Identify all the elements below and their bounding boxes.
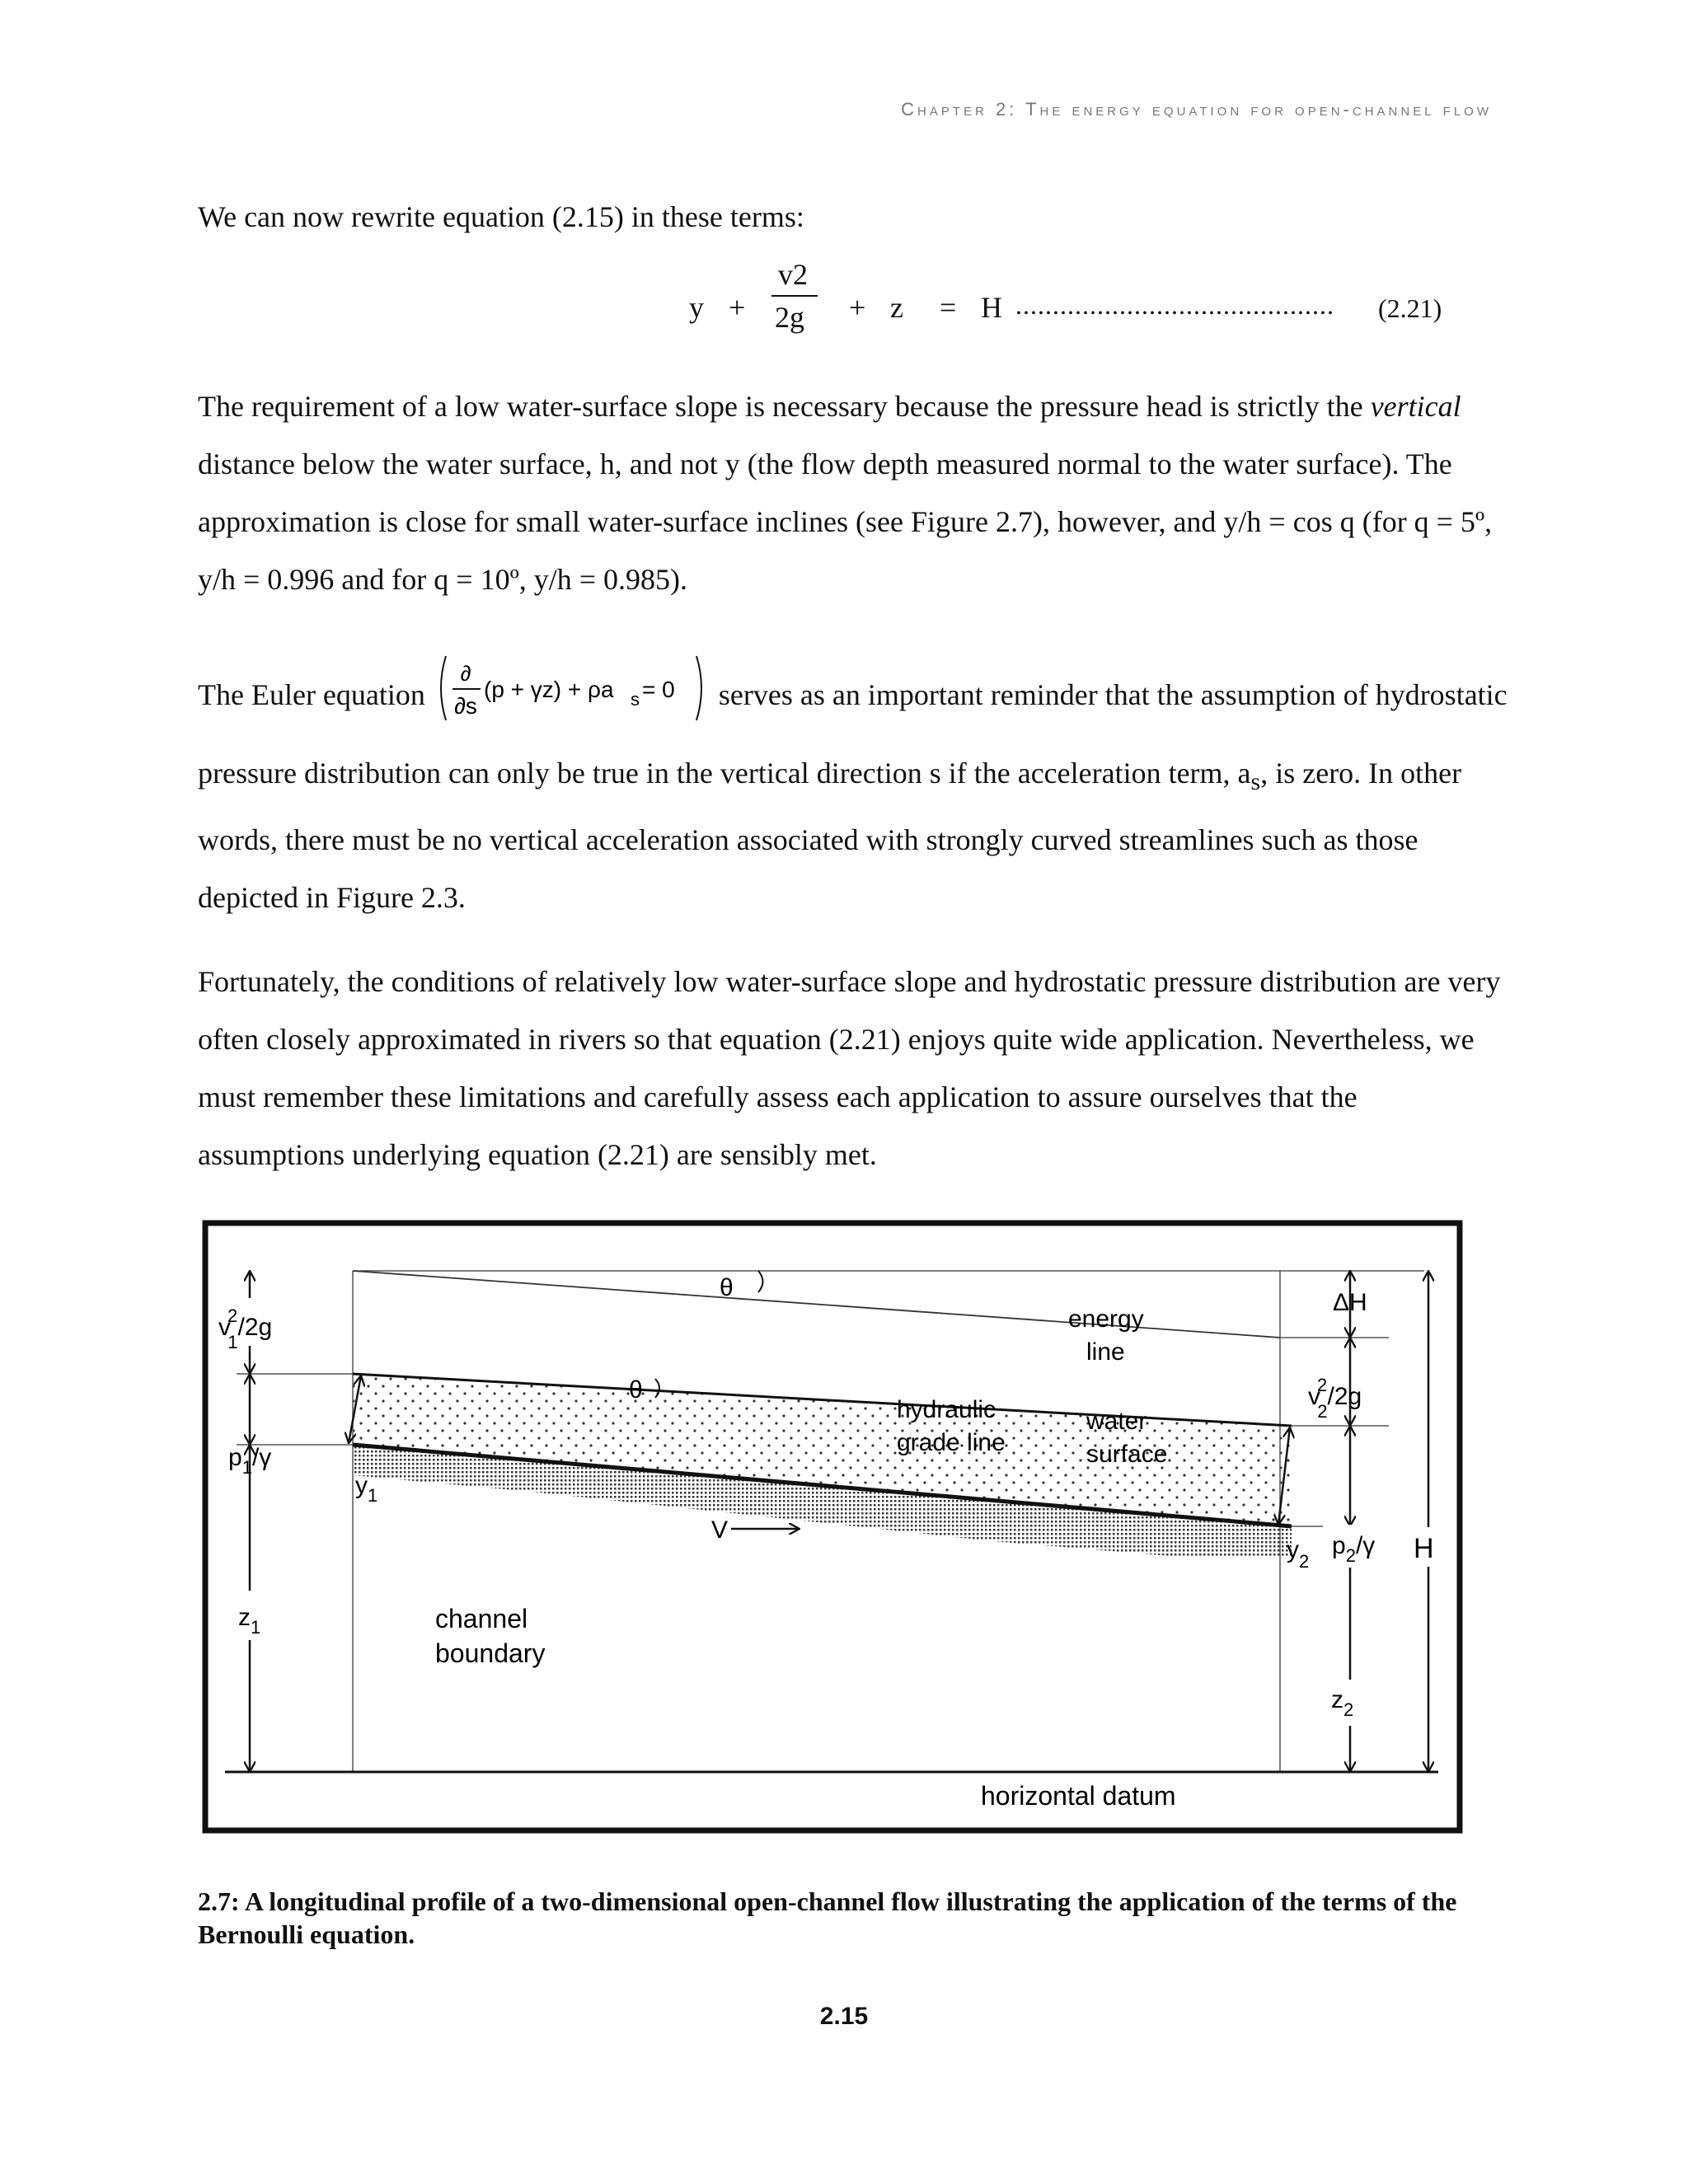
v1-velocity-head-label: v2 1/2g	[218, 1305, 273, 1352]
svg-text:= 0: = 0	[641, 677, 675, 702]
delta-H-label: ΔH	[1333, 1289, 1367, 1316]
hgl-label-1: hydraulic	[897, 1396, 996, 1423]
y2-depth-label: $y_2$	[1287, 1536, 1310, 1572]
channel-boundary-label-1: channel	[435, 1604, 528, 1633]
total-head-H-label: H	[1414, 1533, 1434, 1564]
eq-numerator: v2	[778, 258, 808, 291]
intro-paragraph: We can now rewrite equation (2.15) in these terms:	[198, 200, 804, 233]
eq-number: (2.21)	[1378, 293, 1442, 323]
energy-line-label-2: line	[1086, 1338, 1125, 1366]
z2-elevation-label: $z_2$	[1331, 1686, 1354, 1720]
water-surface-label-2: surface	[1086, 1441, 1168, 1468]
svg-text:∂s: ∂s	[453, 693, 477, 719]
velocity-label: V	[711, 1516, 729, 1544]
running-header: Chapter 2: The energy equation for open-channel flow	[901, 99, 1492, 120]
theta-arc-top	[758, 1271, 763, 1292]
eq-plus-2: +	[849, 291, 866, 324]
eq-H: H	[981, 291, 1002, 324]
theta-mid-label: θ	[629, 1376, 643, 1404]
hgl-label-2: grade line	[897, 1429, 1006, 1456]
theta-top-label: θ	[720, 1274, 734, 1301]
svg-text:(p + γz) + ρa: (p + γz) + ρa	[483, 677, 614, 702]
eq-equals: =	[940, 291, 957, 324]
eq-plus-1: +	[729, 291, 746, 324]
energy-line-label-1: energy	[1068, 1305, 1144, 1333]
svg-text:∂: ∂	[460, 661, 471, 686]
page-number: 2.15	[819, 2003, 869, 2030]
slope-paragraph: The requirement of a low water-surface slope is necessary because the pressure head is strictly the vertical distance below the water surface, h, and not y (the flow depth measured normal to the water surface). The approximation is close for small water-surface inclines (see Figure 2.7), however, and y/h = cos q (for q = 5º, y/h = 0.996 and for q = 10º, y/h = 0.985).	[198, 390, 1493, 596]
z1-elevation-label: $z_1$	[238, 1604, 261, 1638]
p2-pressure-head-label: $p_2/\gamma$	[1332, 1532, 1376, 1566]
v2-velocity-head-label: v2 2/2g	[1308, 1375, 1362, 1422]
channel-boundary-label-2: boundary	[435, 1638, 546, 1668]
figure-2-7	[202, 1220, 1463, 1834]
y1-depth-label: $y_1$	[355, 1472, 378, 1506]
svg-text:s: s	[630, 689, 640, 710]
p1-pressure-head-label: $p_1/\gamma$	[228, 1444, 272, 1478]
euler-inline-equation	[436, 651, 708, 744]
eq-y: y	[689, 291, 704, 324]
equation-2-21	[0, 247, 1688, 346]
eq-leader-dots: ...........................................	[1015, 290, 1334, 320]
horizontal-datum-label: horizontal datum	[981, 1781, 1176, 1811]
eq-denominator: 2g	[775, 301, 804, 334]
euler-paragraph: The Euler equation ∂ ∂s (p + γz) + ρa s = 0 serves as an important reminder that the assumption of hydrostatic pressure distribution can only be true in the vertical direction s if the acceleration term, $a_s$, is zero. In other words, there must be no vertical acceleration associated with strongly curved streamlines such as those depicted in Figure 2.3.	[198, 651, 1508, 926]
eq-fraction-bar	[771, 295, 818, 297]
figure-caption: 2.7: A longitudinal profile of a two-dimensional open-channel flow illustrating the application of the terms of the Bernoulli equation.	[198, 1886, 1457, 1949]
eq-z: z	[890, 291, 903, 324]
fortunately-paragraph: Fortunately, the conditions of relatively low water-surface slope and hydrostatic pressure distribution are very often closely approximated in rivers so that equation (2.21) enjoys quite wide application. Nevertheless, we must remember these limitations and carefully assess each application to assure ourselves that the assumptions underlying equation (2.21) are sensibly met.	[198, 965, 1501, 1171]
water-surface-label-1: water	[1086, 1408, 1147, 1435]
